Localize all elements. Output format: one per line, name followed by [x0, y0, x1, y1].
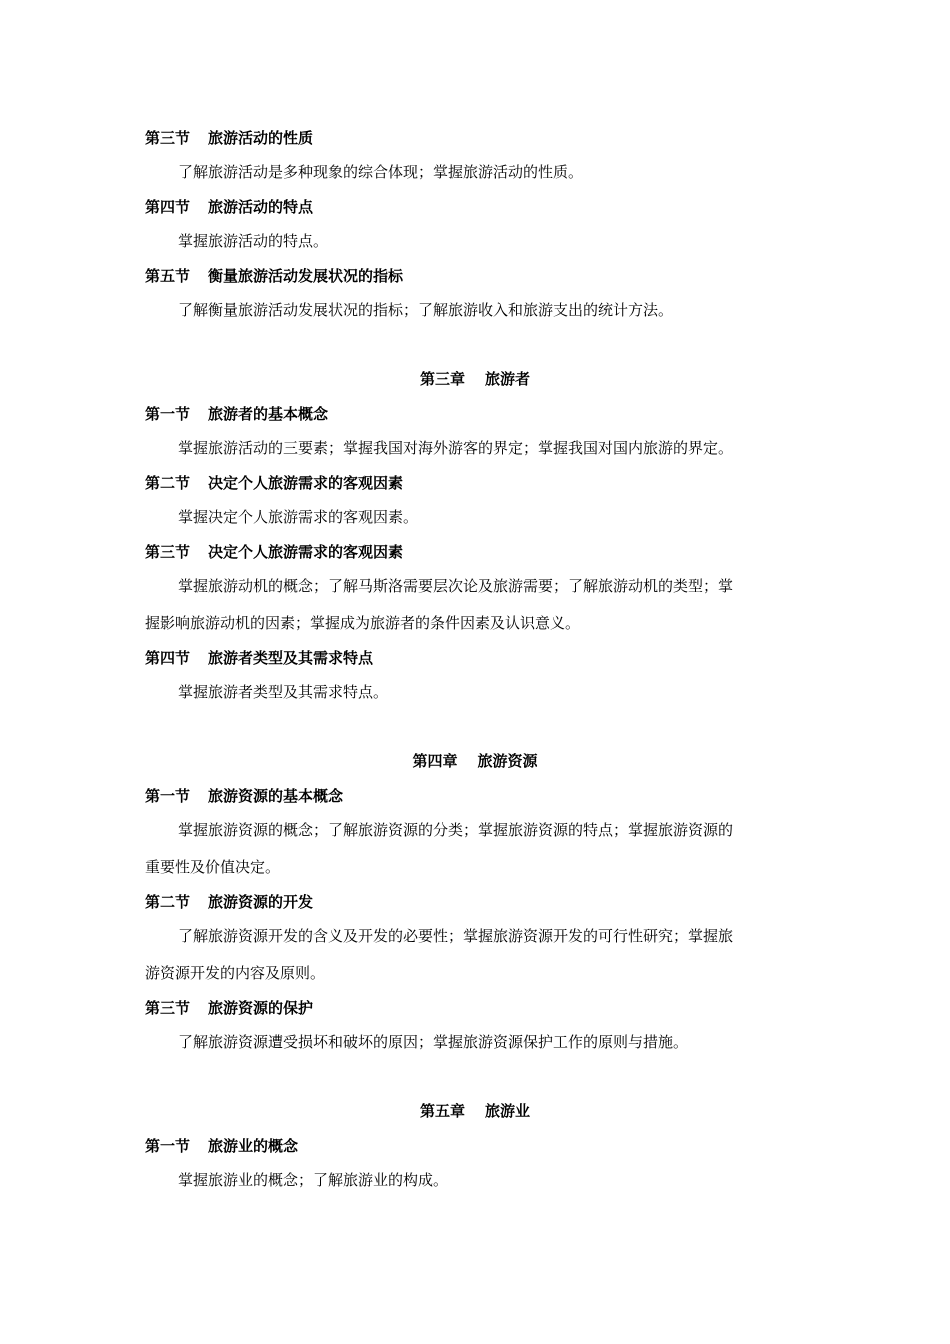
section-heading — [145, 266, 810, 286]
section-number: 第四节 — [145, 649, 191, 667]
section-number: 第一节 — [145, 1137, 191, 1155]
section-number: 第一节 — [145, 787, 191, 805]
section-title: 旅游活动的特点 — [208, 198, 314, 216]
chapter-name: 旅游者 — [485, 370, 531, 388]
section-heading — [145, 648, 810, 668]
section-title: 旅游资源的基本概念 — [208, 787, 344, 805]
section-text: 了解衡量旅游活动发展状况的指标；了解旅游收入和旅游支出的统计方法。 — [178, 301, 674, 319]
section-text: 掌握旅游业的概念；了解旅游业的构成。 — [178, 1171, 449, 1189]
section-heading — [145, 1136, 810, 1156]
section-number: 第三节 — [145, 999, 191, 1017]
section-number: 第四节 — [145, 198, 191, 216]
section-text: 掌握旅游活动的三要素；掌握我国对海外游客的界定；掌握我国对国内旅游的界定。 — [178, 439, 734, 457]
section-text: 掌握旅游资源的概念；了解旅游资源的分类；掌握旅游资源的特点；掌握旅游资源的 — [178, 821, 734, 839]
section-text: 游资源开发的内容及原则。 — [145, 964, 326, 982]
section-heading — [145, 197, 810, 217]
section-number: 第二节 — [145, 893, 191, 911]
chapter-number: 第五章 — [419, 1102, 465, 1120]
section-title: 旅游者类型及其需求特点 — [208, 649, 374, 667]
section-number: 第三节 — [145, 129, 191, 147]
section-title: 旅游业的概念 — [208, 1137, 299, 1155]
section-number: 第五节 — [145, 267, 191, 285]
section-text: 了解旅游资源遭受损坏和破坏的原因；掌握旅游资源保护工作的原则与措施。 — [178, 1033, 689, 1051]
section-number: 第一节 — [145, 405, 191, 423]
section-text: 握影响旅游动机的因素；掌握成为旅游者的条件因素及认识意义。 — [145, 614, 581, 632]
section-heading — [145, 473, 810, 493]
chapter-name: 旅游资源 — [477, 752, 538, 770]
section-text: 了解旅游资源开发的含义及开发的必要性；掌握旅游资源开发的可行性研究；掌握旅 — [178, 927, 734, 945]
section-heading — [145, 998, 810, 1018]
section-number: 第二节 — [145, 474, 191, 492]
section-title: 旅游活动的性质 — [208, 129, 314, 147]
section-heading — [145, 786, 810, 806]
section-title: 旅游者的基本概念 — [208, 405, 329, 423]
section-text: 重要性及价值决定。 — [145, 858, 281, 876]
section-number: 第三节 — [145, 543, 191, 561]
section-heading — [145, 892, 810, 912]
chapter-number: 第四章 — [412, 752, 458, 770]
section-text: 了解旅游活动是多种现象的综合体现；掌握旅游活动的性质。 — [178, 163, 584, 181]
section-title: 决定个人旅游需求的客观因素 — [208, 543, 404, 561]
section-text: 掌握旅游动机的概念；了解马斯洛需要层次论及旅游需要；了解旅游动机的类型；掌 — [178, 577, 734, 595]
section-title: 旅游资源的开发 — [208, 893, 314, 911]
section-heading — [145, 128, 810, 148]
section-title: 旅游资源的保护 — [208, 999, 314, 1017]
section-text: 掌握决定个人旅游需求的客观因素。 — [178, 508, 419, 526]
section-title: 决定个人旅游需求的客观因素 — [208, 474, 404, 492]
section-heading — [145, 542, 810, 562]
chapter-title — [0, 1101, 950, 1121]
section-heading — [145, 404, 810, 424]
chapter-number: 第三章 — [419, 370, 465, 388]
section-text: 掌握旅游活动的特点。 — [178, 232, 329, 250]
chapter-title — [0, 751, 950, 771]
section-text: 掌握旅游者类型及其需求特点。 — [178, 683, 389, 701]
section-title: 衡量旅游活动发展状况的指标 — [208, 267, 404, 285]
chapter-title — [0, 369, 950, 389]
chapter-name: 旅游业 — [485, 1102, 531, 1120]
